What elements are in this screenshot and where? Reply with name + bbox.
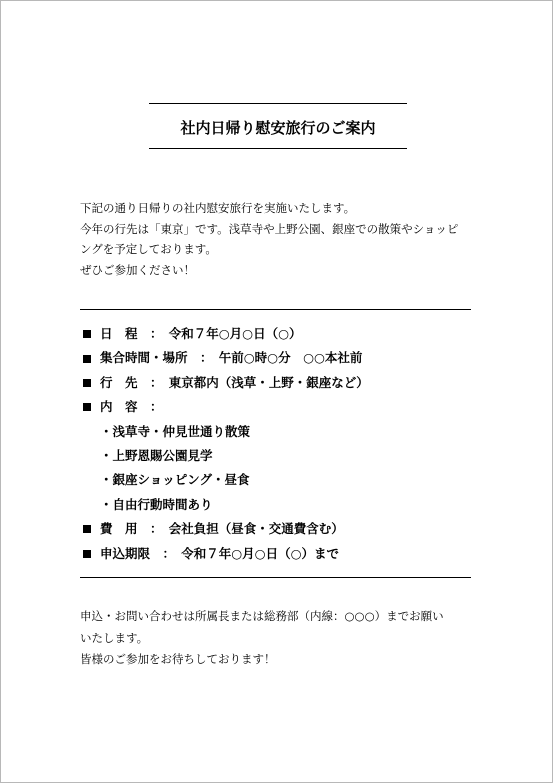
content-item: ・上野恩賜公園見学: [100, 448, 213, 464]
details-bottom-rule: [80, 577, 471, 578]
square-bullet-icon: [83, 550, 91, 558]
detail-cost: [80, 517, 500, 541]
closing-paragraph: [80, 606, 480, 671]
square-bullet-icon: [83, 355, 91, 363]
detail-destination: [80, 371, 500, 395]
detail-cost-text: 費 用 ： 会社負担（昼食・交通費含む）: [100, 521, 344, 537]
detail-deadline-text: 申込期限 ： 令和７年○月○日（○）まで: [100, 545, 339, 561]
title-bottom-rule: [149, 148, 407, 149]
content-item: ・浅草寺・仲見世通り散策: [100, 423, 251, 439]
content-item: ・銀座ショッピング・昼食: [100, 472, 250, 488]
detail-meeting: [80, 346, 500, 370]
closing-line: 申込・お問い合わせは所属長または総務部（内線：○○○）までお願い: [80, 609, 444, 623]
detail-date-text: 日 程 ： 令和７年○月○日（○）: [100, 326, 302, 341]
square-bullet-icon: [83, 330, 91, 338]
detail-date: [80, 322, 500, 346]
square-bullet-icon: [83, 525, 91, 533]
intro-paragraph: [80, 198, 480, 280]
intro-line: ぜひご参加ください！: [80, 262, 195, 277]
detail-meeting-text: 集合時間・場所 ： 午前○時○分 ○○本社前: [100, 350, 363, 366]
details-list: [80, 322, 500, 566]
detail-deadline: [80, 542, 500, 566]
closing-line: 皆様のご参加をお待ちしております！: [80, 652, 276, 666]
details-top-rule: [80, 309, 471, 310]
document-title: 社内日帰り慰安旅行のご案内: [180, 119, 376, 137]
detail-destination-text: 行 先 ： 東京都内（浅草・上野・銀座など）: [100, 374, 369, 390]
intro-line: ングを予定しております。: [80, 242, 217, 256]
content-item: ・自由行動時間あり: [100, 496, 213, 512]
square-bullet-icon: [83, 379, 91, 387]
closing-line: いたします。: [80, 630, 149, 645]
title-top-rule: [149, 103, 407, 104]
intro-line: 今年の行先は「東京」です。浅草寺や上野公園、銀座での散策やショッピ: [80, 221, 459, 236]
detail-content-heading: 内 容 ：: [100, 399, 163, 415]
intro-line: 下記の通り日帰りの社内慰安旅行を実施いたします。: [80, 201, 356, 215]
square-bullet-icon: [83, 403, 91, 411]
detail-content: [80, 395, 500, 419]
